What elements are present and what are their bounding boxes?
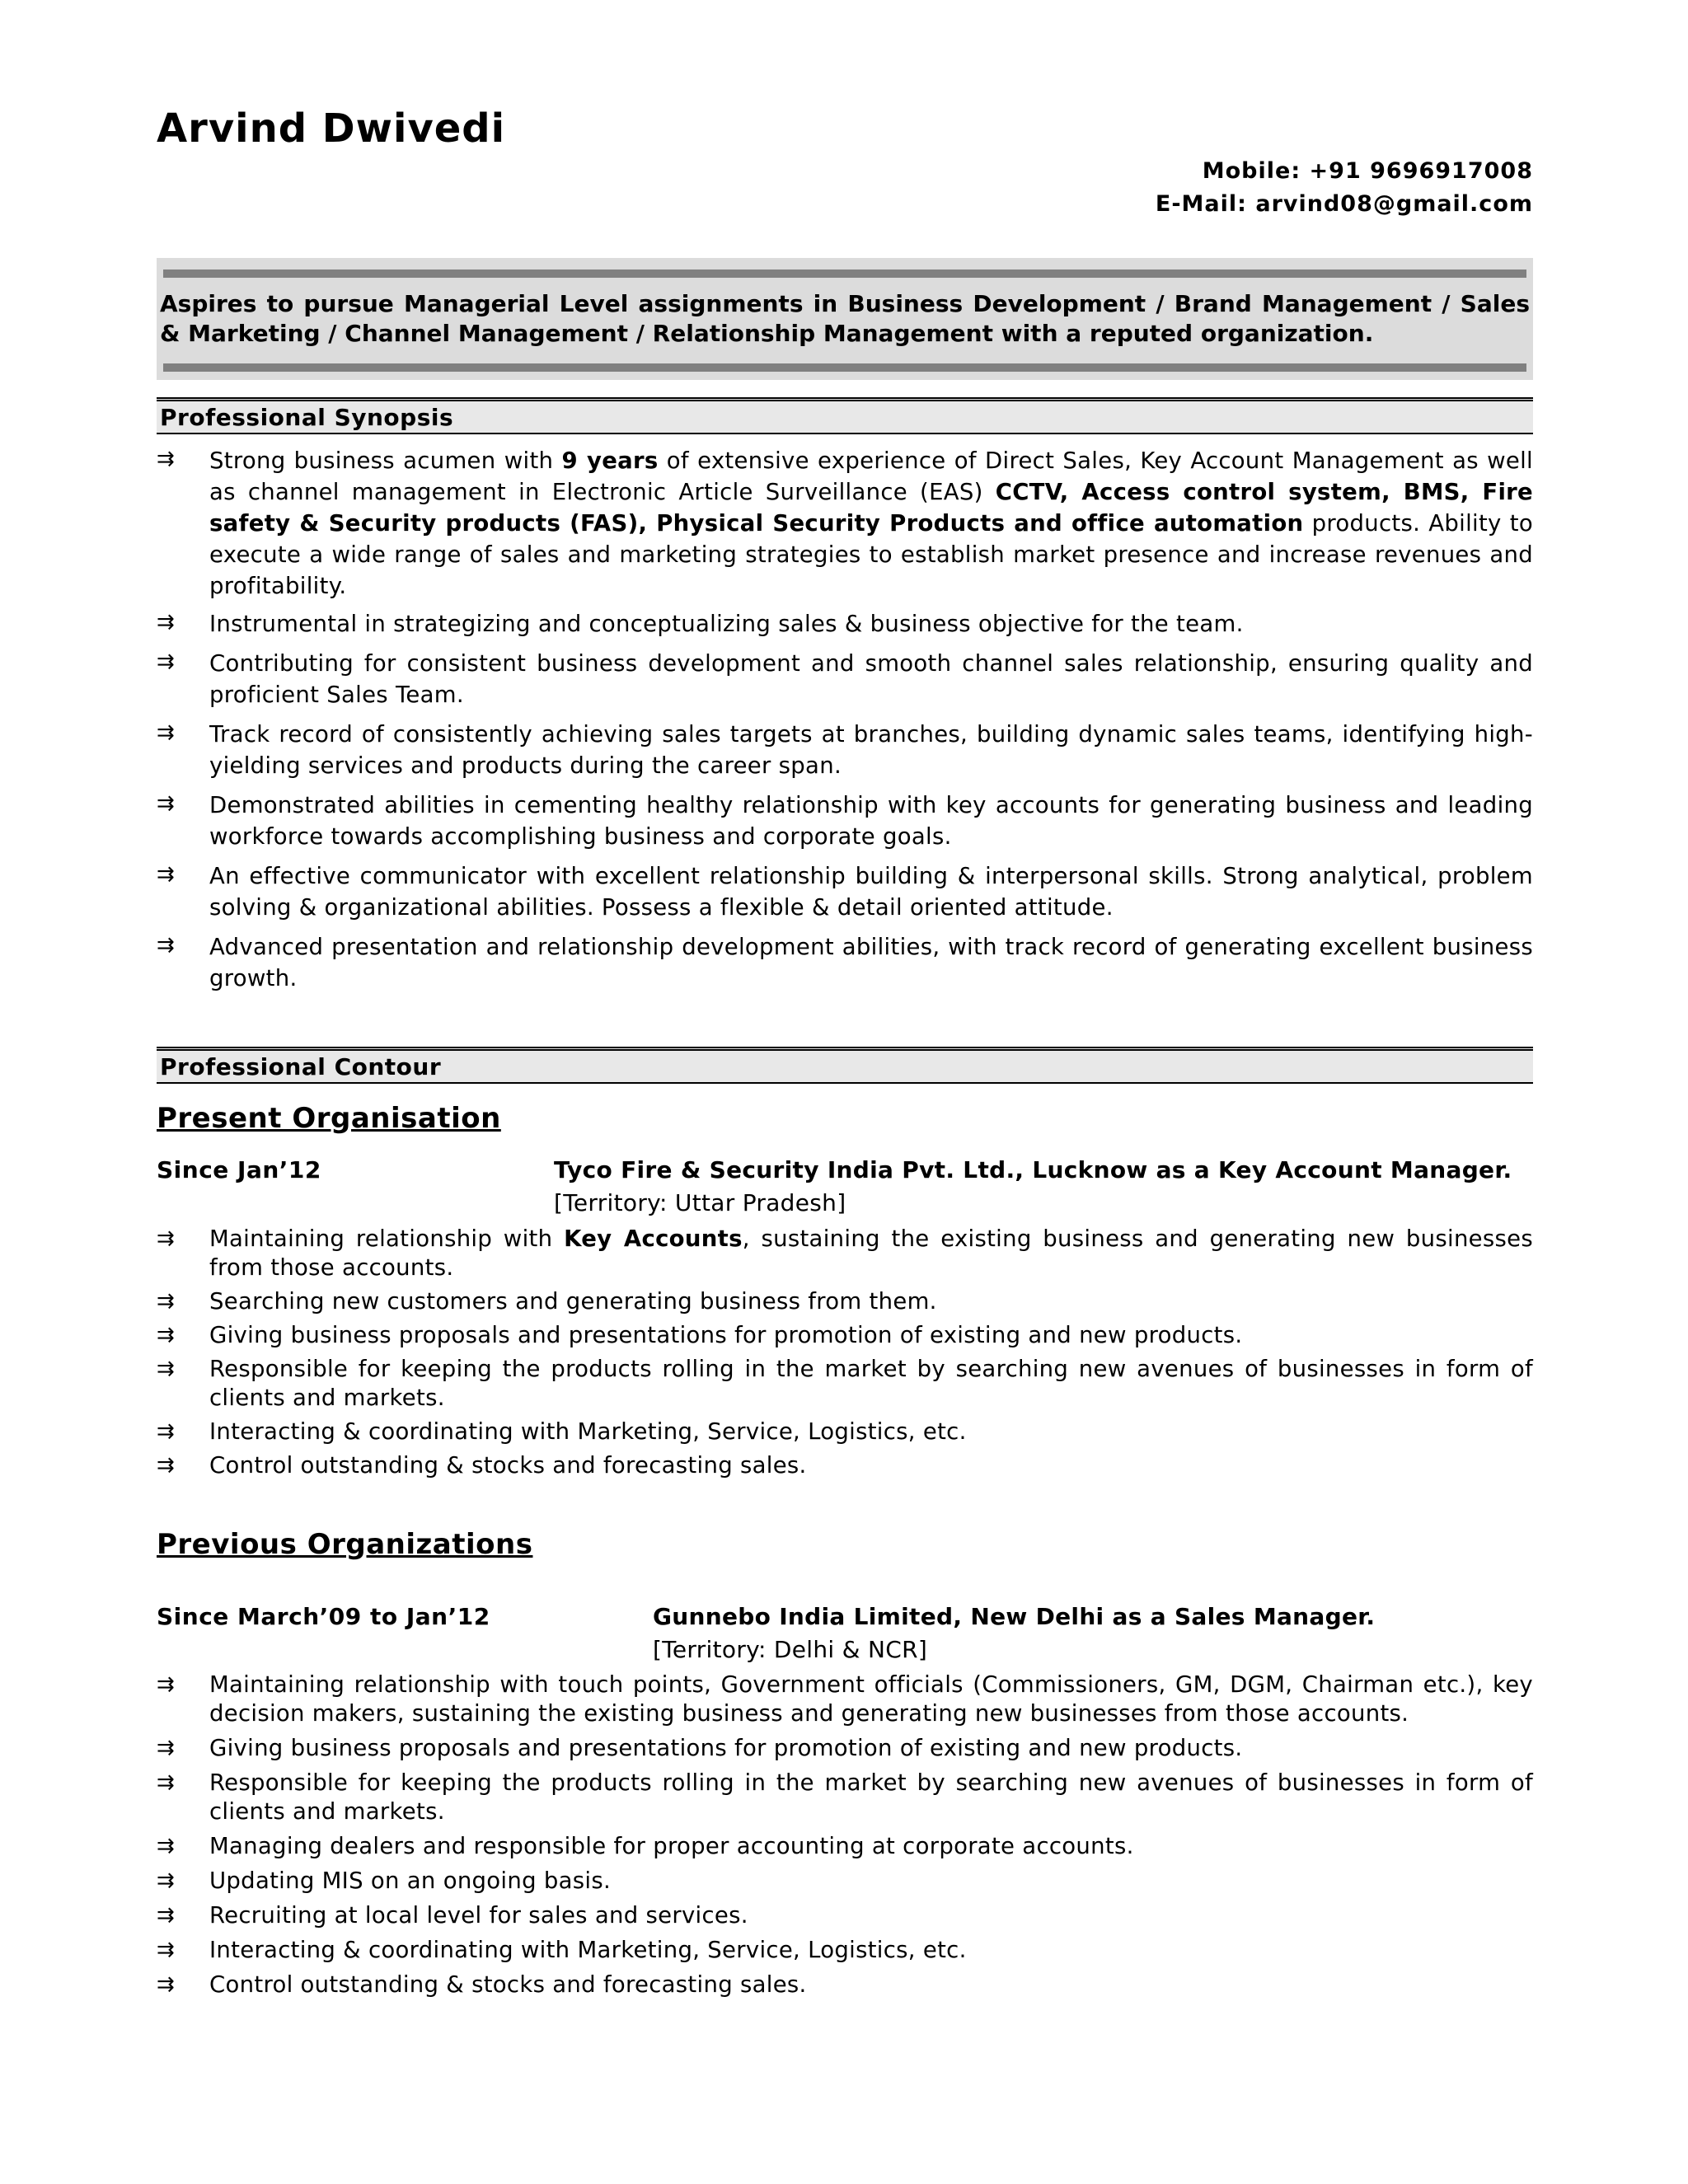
bullet-text: Interacting & coordinating with Marketing, Service, Logistics, etc. bbox=[209, 1418, 967, 1445]
bullet-text: Control outstanding & stocks and forecasting sales. bbox=[209, 1452, 807, 1479]
present-period: Since Jan’12 bbox=[157, 1156, 321, 1183]
bullet-bold-text: CCTV, Access control system, BMS, Fire safety & Security products (FAS), Physical Security Products and office automation bbox=[209, 479, 1533, 537]
bullet-text: Giving business proposals and presentations for promotion of existing and new products. bbox=[209, 1322, 1243, 1348]
email-address: E-Mail: arvind08@gmail.com bbox=[1155, 191, 1533, 217]
bullet-bold-text: Key Accounts bbox=[564, 1226, 743, 1252]
bullet-text: Maintaining relationship with bbox=[209, 1226, 565, 1252]
bullet-text: An effective communicator with excellent relationship building & interpersonal skills. Strong analytical, problem solving & organizational abilities. Possess a flexible & detail oriented attitude. bbox=[209, 863, 1533, 921]
objective-box bbox=[157, 258, 1533, 380]
objective-top-bar bbox=[163, 269, 1526, 278]
double-arrow-icon: ⇉ bbox=[157, 1453, 176, 1478]
list-item bbox=[157, 445, 1533, 602]
list-item bbox=[157, 790, 1533, 852]
bullet-text: of extensive experience of Direct Sales, Key Account Management as well as channel management in Electronic Article Surveillance (EAS) bbox=[209, 448, 1533, 505]
list-item bbox=[157, 1355, 1533, 1413]
list-item bbox=[157, 1321, 1533, 1350]
bullet-text: products. Ability to execute a wide range of sales and marketing strategies to establish market presence and increase revenues and profitability. bbox=[209, 510, 1534, 599]
bullet-text: Responsible for keeping the products rolling in the market by searching new avenues of businesses in form of clients and markets. bbox=[209, 1356, 1533, 1411]
previous-organizations-heading: Previous Organizations bbox=[157, 1528, 533, 1561]
double-arrow-icon: ⇉ bbox=[157, 649, 176, 674]
double-arrow-icon: ⇉ bbox=[157, 1903, 176, 1928]
present-duties-list bbox=[157, 1225, 1533, 1485]
list-item bbox=[157, 1971, 1533, 1999]
double-arrow-icon: ⇉ bbox=[157, 1289, 176, 1314]
list-item bbox=[157, 1225, 1533, 1282]
bullet-text: Track record of consistently achieving sales targets at branches, building dynamic sales teams, identifying high-yielding services and products during the career span. bbox=[209, 721, 1533, 779]
double-arrow-icon: ⇉ bbox=[157, 1736, 176, 1760]
double-arrow-icon: ⇉ bbox=[157, 1834, 176, 1858]
list-item bbox=[157, 1867, 1533, 1896]
bullet-bold-text: 9 years bbox=[561, 448, 659, 474]
objective-bottom-bar bbox=[163, 363, 1526, 372]
present-company: Tyco Fire & Security India Pvt. Ltd., Lucknow as a Key Account Manager. bbox=[554, 1156, 1512, 1183]
contour-section-title: Professional Contour bbox=[160, 1053, 442, 1080]
bullet-text: Strong business acumen with bbox=[209, 448, 562, 474]
previous-period: Since March’09 to Jan’12 bbox=[157, 1603, 490, 1630]
candidate-name: Arvind Dwivedi bbox=[157, 105, 506, 152]
bullet-text: Recruiting at local level for sales and services. bbox=[209, 1902, 748, 1929]
bullet-text: Instrumental in strategizing and conceptualizing sales & business objective for the team. bbox=[209, 611, 1244, 637]
double-arrow-icon: ⇉ bbox=[157, 1357, 176, 1381]
list-item bbox=[157, 1287, 1533, 1316]
synopsis-section-title: Professional Synopsis bbox=[160, 404, 454, 431]
list-item bbox=[157, 648, 1533, 710]
bullet-text: Control outstanding & stocks and forecasting sales. bbox=[209, 1971, 807, 1998]
bullet-text: Giving business proposals and presentations for promotion of existing and new products. bbox=[209, 1735, 1243, 1761]
previous-territory: [Territory: Delhi & NCR] bbox=[653, 1636, 928, 1663]
list-item bbox=[157, 1936, 1533, 1965]
bullet-text: Searching new customers and generating business from them. bbox=[209, 1288, 937, 1315]
list-item bbox=[157, 931, 1533, 994]
list-item bbox=[157, 1901, 1533, 1930]
double-arrow-icon: ⇉ bbox=[157, 1770, 176, 1795]
double-arrow-icon: ⇉ bbox=[157, 862, 176, 887]
bullet-text: Demonstrated abilities in cementing healthy relationship with key accounts for generating business and leading workforce towards accomplishing business and corporate goals. bbox=[209, 792, 1533, 850]
list-item bbox=[157, 1418, 1533, 1446]
synopsis-section-header bbox=[157, 397, 1533, 434]
bullet-text: , sustaining the existing business and generating new businesses from those accounts. bbox=[209, 1226, 1534, 1281]
bullet-text: Contributing for consistent business development and smooth channel sales relationship, ensuring quality and proficient Sales Team. bbox=[209, 650, 1533, 708]
bullet-text: Responsible for keeping the products rolling in the market by searching new avenues of businesses in form of clients and markets. bbox=[209, 1769, 1533, 1825]
list-item bbox=[157, 719, 1533, 781]
previous-duties-list bbox=[157, 1671, 1533, 2005]
bullet-text: Advanced presentation and relationship development abilities, with track record of generating excellent business growth. bbox=[209, 934, 1533, 991]
double-arrow-icon: ⇉ bbox=[157, 791, 176, 816]
double-arrow-icon: ⇉ bbox=[157, 447, 176, 471]
list-item bbox=[157, 1832, 1533, 1861]
double-arrow-icon: ⇉ bbox=[157, 1938, 176, 1962]
bullet-text: Managing dealers and responsible for proper accounting at corporate accounts. bbox=[209, 1833, 1134, 1859]
double-arrow-icon: ⇉ bbox=[157, 1972, 176, 1997]
double-arrow-icon: ⇉ bbox=[157, 720, 176, 745]
double-arrow-icon: ⇉ bbox=[157, 1419, 176, 1444]
double-arrow-icon: ⇉ bbox=[157, 1672, 176, 1697]
present-organisation-heading: Present Organisation bbox=[157, 1102, 501, 1135]
contour-section-header bbox=[157, 1047, 1533, 1084]
present-territory: [Territory: Uttar Pradesh] bbox=[554, 1189, 846, 1216]
double-arrow-icon: ⇉ bbox=[157, 1323, 176, 1347]
previous-company: Gunnebo India Limited, New Delhi as a Sales Manager. bbox=[653, 1603, 1376, 1630]
bullet-text: Updating MIS on an ongoing basis. bbox=[209, 1868, 612, 1894]
contact-block bbox=[1156, 155, 1533, 221]
mobile-number: Mobile: +91 9696917008 bbox=[1202, 158, 1533, 184]
list-item bbox=[157, 1769, 1533, 1826]
objective-text: Aspires to pursue Managerial Level assignments in Business Development / Brand Management / Sales & Marketing / Channel Management / Relationship Management with a reputed organization. bbox=[160, 290, 1530, 347]
list-item bbox=[157, 1671, 1533, 1728]
double-arrow-icon: ⇉ bbox=[157, 1868, 176, 1893]
list-item bbox=[157, 1734, 1533, 1763]
double-arrow-icon: ⇉ bbox=[157, 610, 176, 635]
list-item bbox=[157, 1451, 1533, 1480]
list-item bbox=[157, 860, 1533, 923]
list-item bbox=[157, 608, 1533, 640]
bullet-text: Maintaining relationship with touch points, Government officials (Commissioners, GM, DGM, Chairman etc.), key decision makers, sustaining the existing business and generating new businesses from those accounts. bbox=[209, 1671, 1533, 1727]
double-arrow-icon: ⇉ bbox=[157, 933, 176, 958]
bullet-text: Interacting & coordinating with Marketing, Service, Logistics, etc. bbox=[209, 1937, 967, 1963]
double-arrow-icon: ⇉ bbox=[157, 1226, 176, 1251]
synopsis-list bbox=[157, 445, 1533, 1002]
